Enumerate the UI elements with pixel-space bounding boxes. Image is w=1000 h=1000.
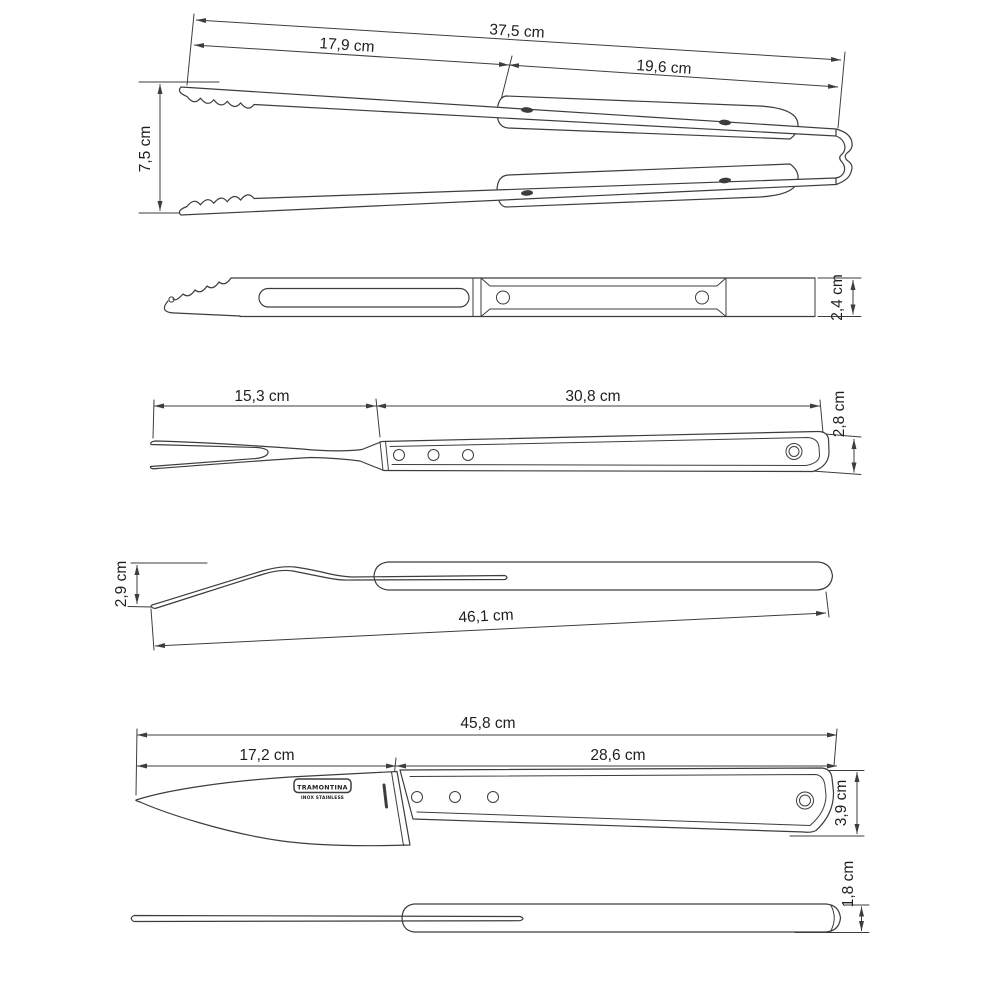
dim-label-handle-length: 28,6 cm (590, 747, 646, 764)
tongs-slot (259, 289, 469, 308)
handle-bevel (481, 309, 726, 317)
extension-line (153, 400, 154, 438)
extension-line (136, 729, 137, 795)
dim-label-tip-section: 17,9 cm (318, 35, 376, 56)
tongs-spring-bend-inner (836, 136, 845, 178)
tongs-serrated-tip (173, 278, 231, 300)
dim-label-total-length: 37,5 cm (488, 21, 546, 42)
knife-handle (400, 768, 834, 832)
dim-label-thickness: 1,8 cm (840, 860, 857, 908)
fork-side-view (113, 561, 833, 650)
dim-label-total-length: 46,1 cm (458, 606, 514, 627)
extension-line (826, 592, 829, 617)
dim-label-head-length: 15,3 cm (234, 388, 290, 405)
dim-label-tine-height: 2,9 cm (113, 560, 130, 608)
rivet-hole (497, 291, 510, 304)
handle-bevel (481, 278, 726, 286)
blade-logo-subtext: INOX STAINLESS (300, 796, 345, 801)
dim-label-handle-section: 19,6 cm (635, 57, 693, 78)
blade-logo-text: TRAMONTINA (297, 784, 348, 792)
tongs-tip-lower-edge (164, 301, 240, 316)
fork-top-view (150, 388, 861, 475)
dim-label-blade-length: 17,2 cm (239, 747, 295, 764)
tongs-top-view (137, 14, 852, 215)
knife-blade (136, 772, 410, 846)
extension-line (151, 609, 154, 650)
extension-line (128, 607, 152, 608)
dim-label-handle-width: 2,8 cm (831, 390, 848, 438)
extension-line (838, 52, 845, 128)
dim-label-thickness: 2,4 cm (829, 274, 846, 321)
dim-label-total-length: 45,8 cm (460, 715, 516, 732)
tongs-side-view (164, 274, 861, 321)
dim-label-handle-length: 30,8 cm (565, 388, 621, 405)
extension-line (187, 14, 194, 85)
knife-side-view (131, 861, 869, 933)
extension-line (376, 399, 380, 437)
dim-label-handle-width: 3,9 cm (833, 779, 850, 827)
extension-line (820, 400, 823, 433)
knife-top-view (136, 715, 864, 846)
extension-line (501, 56, 512, 100)
rivet-hole (696, 291, 709, 304)
dim-label-opening-height: 7,5 cm (137, 125, 154, 173)
knife-handle-side (402, 904, 841, 932)
